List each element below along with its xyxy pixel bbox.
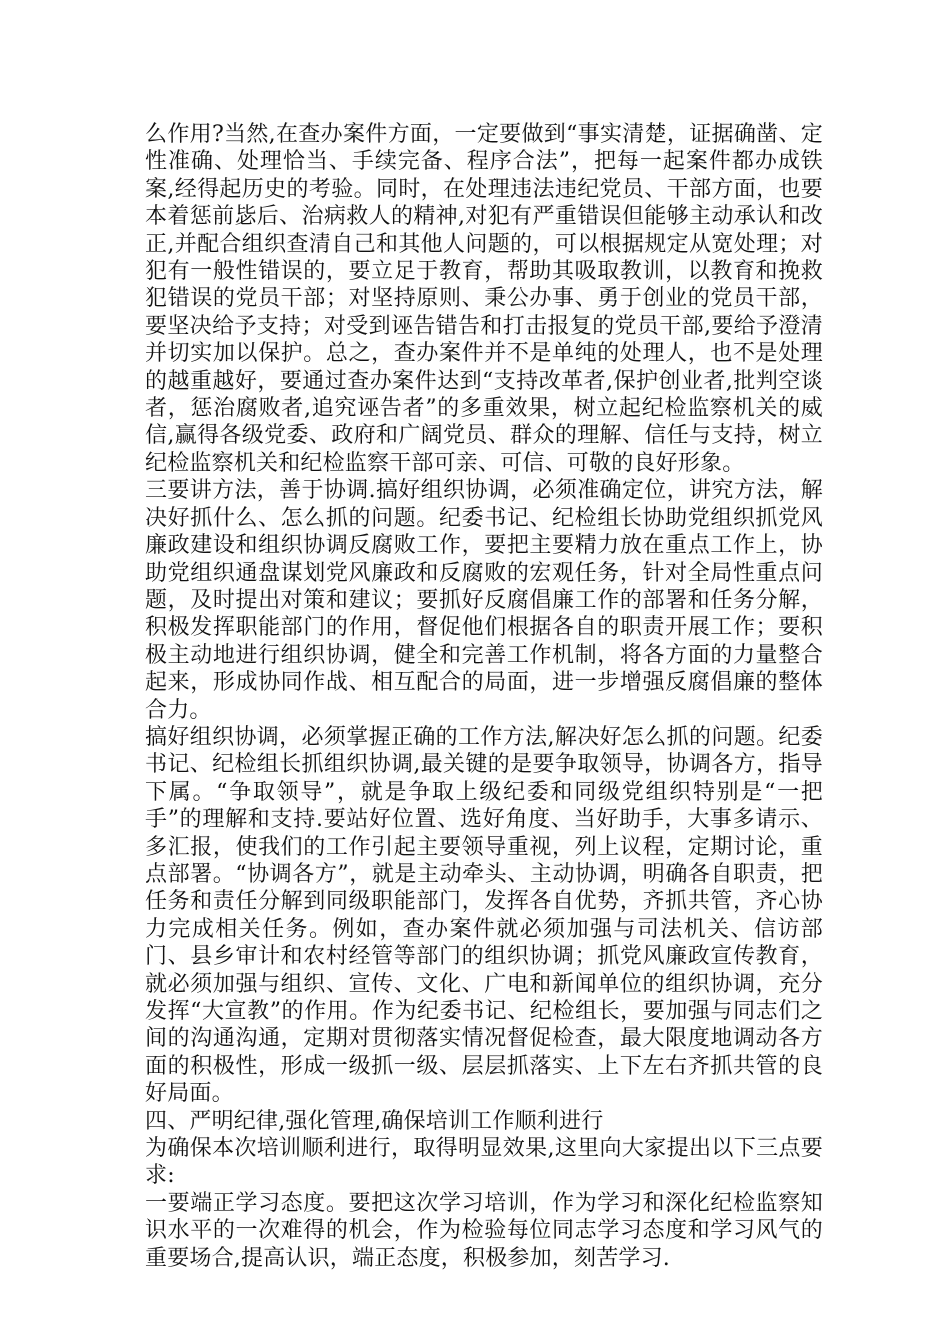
section-heading-discipline: 四、严明纪律,强化管理,确保培训工作顺利进行	[145, 1108, 604, 1134]
document-body	[145, 121, 823, 1272]
paragraph-work-method: 搞好组织协调，必须掌握正确的工作方法,解决好怎么抓的问题。纪委书记、纪检组长抓组织协调,最关键的是要争取领导，协调各方，指导下属。“争取领导”，就是争取上级纪委和同级党组织特别是“一把手”的理解和支持.要站好位置、选好角度、当好助手，大事多请示、多汇报，使我们的工作引起主要领导重视，列上议程，定期讨论，重点部署。“协调各方”，就是主动牵头、主动协调，明确各自职责，把任务和责任分解到同级职能部门，发挥各自优势，齐抓共管，齐心协力完成相关任务。例如，查办案件就必须加强与司法机关、信访部门、县乡审计和农村经管等部门的组织协调；抓党风廉政宣传教育，就必须加强与组织、宣传、文化、广电和新闻单位的组织协调，充分发挥“大宣教”的作用。作为纪委书记、纪检组长，要加强与同志们之间的沟通沟通，定期对贯彻落实情况督促检查，最大限度地调动各方面的积极性，形成一级抓一级、层层抓落实、上下左右齐抓共管的良好局面。	[145, 724, 823, 1107]
paragraph-method-coordination: 三要讲方法，善于协调.搞好组织协调，必须准确定位，讲究方法，解决好抓什么、怎么抓的问题。纪委书记、纪检组长协助党组织抓党风廉政建设和组织协调反腐败工作，要把主要精力放在重点工作上，协助党组织通盘谋划党风廉政和反腐败的宏观任务，针对全局性重点问题，及时提出对策和建议；要抓好反腐倡廉工作的部署和任务分解，积极发挥职能部门的作用，督促他们根据各自的职责开展工作；要积极主动地进行组织协调，健全和完善工作机制，将各方面的力量整合起来，形成协同作战、相互配合的局面，进一步增强反腐倡廉的整体合力。	[145, 478, 823, 723]
paragraph-training-requirements: 为确保本次培训顺利进行，取得明显效果,这里向大家提出以下三点要求:	[145, 1136, 823, 1189]
paragraph-learning-attitude: 一要端正学习态度。要把这次学习培训，作为学习和深化纪检监察知识水平的一次难得的机会，作为检验每位同志学习态度和学习风气的重要场合,提高认识，端正态度，积极参加，刻苦学习.	[145, 1190, 823, 1271]
paragraph-case-handling: 么作用?当然,在查办案件方面，一定要做到“事实清楚，证据确凿、定性准确、处理恰当、手续完备、程序合法”，把每一起案件都办成铁案,经得起历史的考验。同时，在处理违法违纪党员、干部方面，也要本着惩前毖后、治病救人的精神,对犯有严重错误但能够主动承认和改正,并配合组织查清自己和其他人问题的，可以根据规定从宽处理；对犯有一般性错误的，要立足于教育，帮助其吸取教训，以教育和挽救犯错误的党员干部；对坚持原则、秉公办事、勇于创业的党员干部，要坚决给予支持；对受到诬告错告和打击报复的党员干部,要给予澄清并切实加以保护。总之，查办案件并不是单纯的处理人，也不是处理的越重越好，要通过查办案件达到“支持改革者,保护创业者,批判空谈者，惩治腐败者,追究诬告者”的多重效果，树立起纪检监察机关的威信,赢得各级党委、政府和广阔党员、群众的理解、信任与支持，树立纪检监察机关和纪检监察干部可亲、可信、可敬的良好形象。	[145, 122, 823, 476]
